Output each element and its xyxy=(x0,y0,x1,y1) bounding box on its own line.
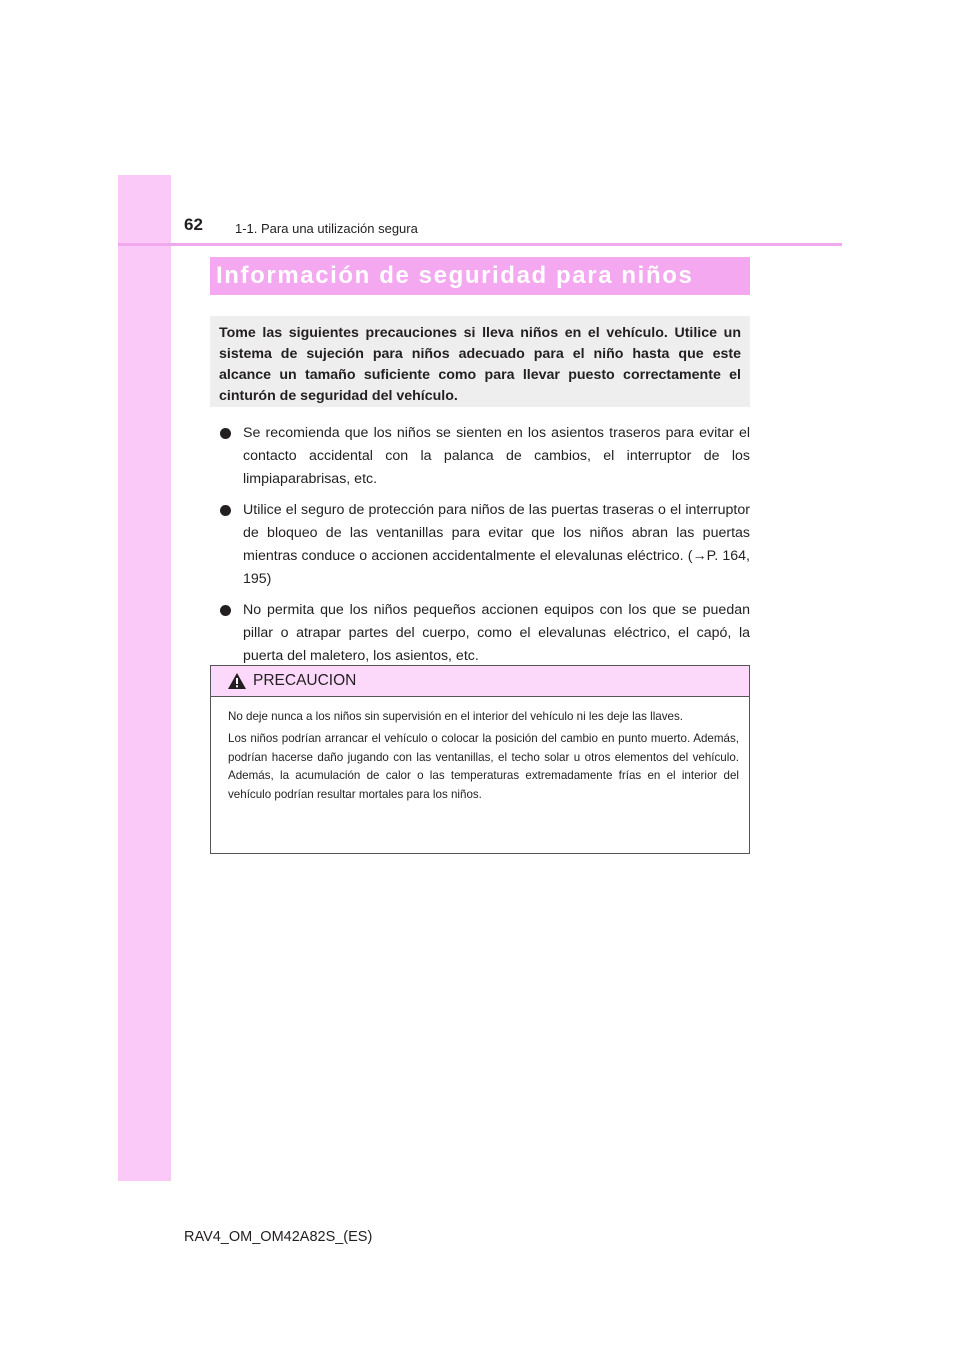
bullet-text: Utilice el seguro de protección para niños de las puertas traseras o el interruptor de bloqueo de las ventanillas para evitar que los niños abran las puertas mientras conduce o accionen accidentalmente el elevalunas eléctrico. (→P. 164, 195) xyxy=(243,502,750,587)
bullet-icon xyxy=(220,505,231,516)
page-number: 62 xyxy=(184,215,203,234)
bullet-text: Se recomienda que los niños se sienten en los asientos traseros para evitar el contacto accidental con la palanca de cambios, el interruptor de los limpiaparabrisas, etc. xyxy=(243,425,750,487)
title-bar xyxy=(210,257,750,295)
header-divider xyxy=(118,243,842,246)
warning-triangle-icon xyxy=(227,672,247,690)
caution-header xyxy=(211,666,749,697)
bullet-icon xyxy=(220,428,231,439)
list-item xyxy=(220,422,750,491)
intro-text: Tome las siguientes precauciones si lleva niños en el vehículo. Utilice un sistema de sujeción para niños adecuado para el niño hasta que este alcance un tamaño suficiente como para llevar puesto correctamente el cinturón de seguridad del vehículo. xyxy=(219,325,741,404)
list-item xyxy=(220,499,750,591)
page-title: Información de seguridad para niños xyxy=(216,262,694,289)
section-label: 1-1. Para una utilización segura xyxy=(235,221,418,236)
list-item xyxy=(220,599,750,668)
bullet-text: No permita que los niños pequeños accionen equipos con los que se puedan pillar o atrapar partes del cuerpo, como el elevalunas eléctrico, el capó, la puerta del maletero, los asientos, etc. xyxy=(243,602,750,664)
side-tab-strip xyxy=(118,175,171,1181)
caution-title: PRECAUCION xyxy=(253,672,357,689)
caution-body xyxy=(211,697,749,804)
bullet-list xyxy=(220,422,750,676)
caution-paragraph: No deje nunca a los niños sin supervisión en el interior del vehículo ni les deje las llaves. xyxy=(228,710,683,723)
caution-paragraph: Los niños podrían arrancar el vehículo o colocar la posición del cambio en punto muerto. Además, podrían hacerse daño jugando con las ventanillas, el techo solar u otros elementos del vehículo. Además, la acumulación de calor o las temperaturas extremadamente frías en el interior del vehículo podrían resultar mortales para los niños. xyxy=(228,732,739,801)
bullet-icon xyxy=(220,605,231,616)
footer-document-code: RAV4_OM_OM42A82S_(ES) xyxy=(184,1229,373,1245)
caution-box xyxy=(210,665,750,854)
intro-box xyxy=(210,316,750,407)
